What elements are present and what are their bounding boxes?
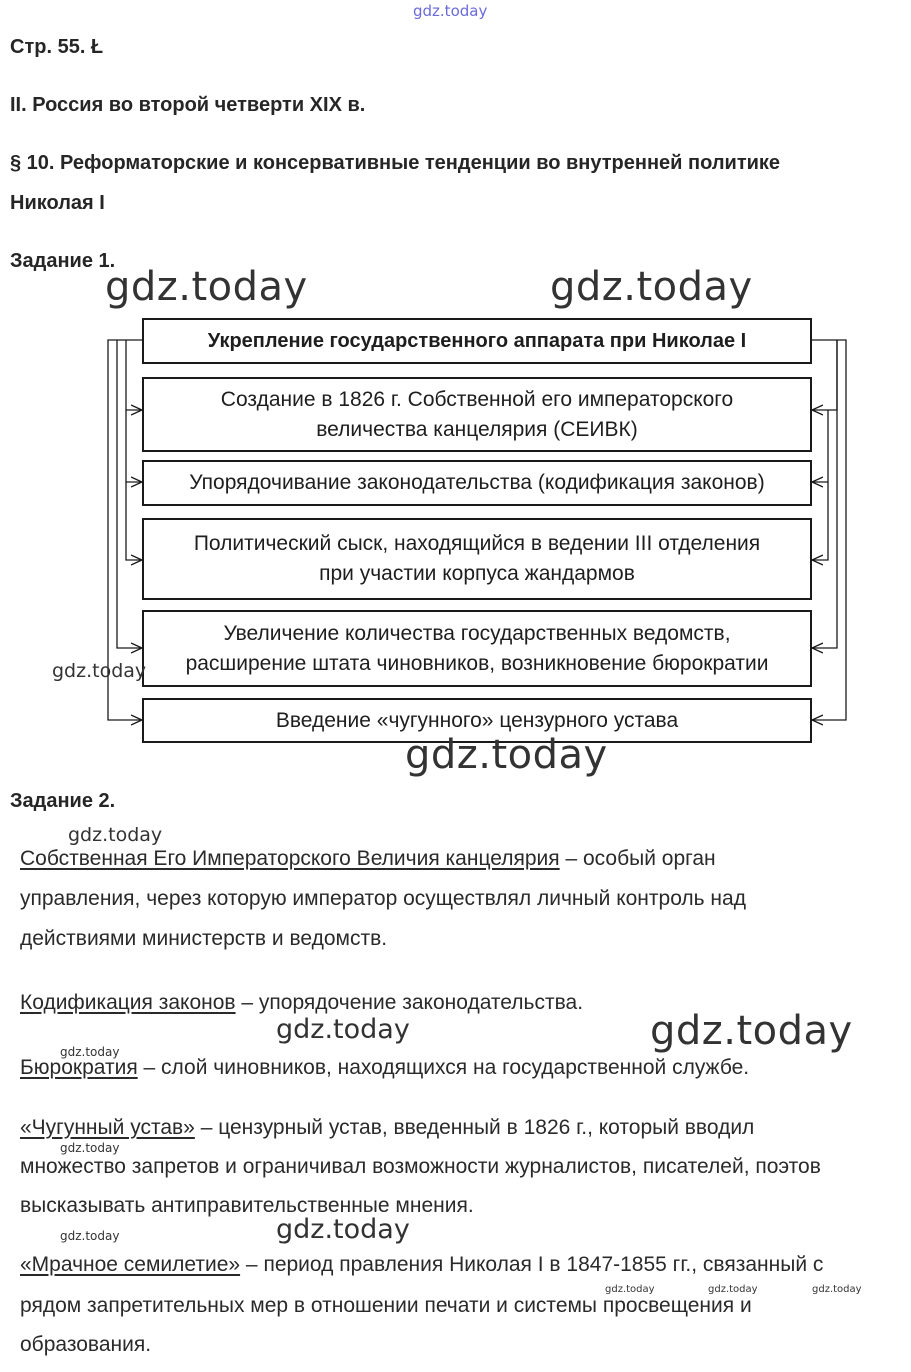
watermark-7: gdz.today	[650, 1008, 853, 1054]
definition-4-line2: множество запретов и ограничивал возможности журналистов, писателей, поэтов	[20, 1155, 821, 1178]
watermark-9: gdz.today	[60, 1141, 120, 1155]
diagram-item-3-line1: Политический сыск, находящийся в ведении III отделения	[193, 532, 761, 555]
definition-2-line1	[20, 991, 583, 1015]
definition-4-line3: высказывать антиправительственные мнения.	[20, 1194, 474, 1217]
diagram-item-4-line1: Увеличение количества государственных ведомств,	[223, 621, 731, 645]
definition-5-term: «Мрачное семилетие»	[20, 1253, 241, 1276]
definition-1-line3: действиями министерств и ведомств.	[20, 927, 388, 950]
definition-3-text: – слой чиновников, находящихся на государственной службе.	[137, 1056, 750, 1079]
watermark-top: gdz.today	[413, 2, 488, 20]
section-title-line2: Николая I	[10, 192, 105, 214]
definition-1-text: – особый орган	[559, 847, 716, 870]
definition-3-line1	[20, 1056, 749, 1080]
definition-4-term: «Чугунный устав»	[20, 1116, 195, 1139]
watermark-13: gdz.today	[708, 1284, 758, 1295]
diagram-item-4	[142, 610, 812, 687]
task1-label: Задание 1.	[10, 250, 116, 272]
diagram-title-box	[142, 318, 812, 364]
diagram-title: Укрепление государственного аппарата при Николае I	[207, 330, 747, 352]
diagram-item-1	[142, 377, 812, 452]
task2-label: Задание 2.	[10, 790, 116, 812]
definition-5-line2: рядом запретительных мер в отношении печати и системы просвещения и	[20, 1294, 752, 1317]
definition-1-term: Собственная Его Императорского Величия канцелярия	[20, 847, 560, 870]
diagram-item-1-line2: величества канцелярия (СЕИВК)	[316, 417, 638, 441]
diagram-item-3-line2: при участии корпуса жандармов	[319, 562, 635, 585]
watermark-3: gdz.today	[52, 660, 147, 682]
definition-4-text: – цензурный устав, введенный в 1826 г., который вводил	[194, 1116, 755, 1139]
diagram-item-2	[142, 460, 812, 506]
watermark-11: gdz.today	[276, 1214, 410, 1245]
diagram-item-4-line2: расширение штата чиновников, возникновение бюрократии	[185, 651, 769, 675]
watermark-6: gdz.today	[276, 1014, 410, 1045]
definition-5-text: – период правления Николая I в 1847-1855 гг., связанный с	[240, 1253, 824, 1276]
definition-4-line1	[20, 1116, 754, 1140]
watermark-5: gdz.today	[68, 824, 163, 846]
diagram-item-1-line1: Создание в 1826 г. Собственной его императорского	[220, 387, 734, 411]
definition-2-text: – упорядочение законодательства.	[235, 991, 584, 1014]
diagram-item-5-line1: Введение «чугунного» цензурного устава	[275, 708, 679, 732]
watermark-4: gdz.today	[405, 732, 608, 778]
watermark-12: gdz.today	[605, 1284, 655, 1295]
watermark-8: gdz.today	[60, 1045, 120, 1059]
definition-3-term: Бюрократия	[20, 1056, 138, 1079]
watermark-2: gdz.today	[550, 264, 753, 310]
definition-5-line1	[20, 1253, 823, 1277]
diagram-item-2-line1: Упорядочивание законодательства (кодификация законов)	[189, 471, 765, 494]
definition-1-line1	[20, 847, 716, 871]
watermark-14: gdz.today	[812, 1284, 862, 1295]
chapter-title: II. Россия во второй четверти XIX в.	[10, 94, 366, 116]
watermark-1: gdz.today	[105, 264, 308, 310]
page-number: Стр. 55. Ł	[10, 36, 104, 58]
watermark-10: gdz.today	[60, 1229, 120, 1243]
section-title-line1: § 10. Реформаторские и консервативные тенденции во внутренней политике	[10, 152, 781, 174]
definition-1-line2: управления, через которую император осуществлял личный контроль над	[20, 887, 746, 910]
definition-2-term: Кодификация законов	[20, 991, 236, 1014]
diagram-item-3	[142, 518, 812, 600]
definition-5-line3: образования.	[20, 1333, 152, 1356]
